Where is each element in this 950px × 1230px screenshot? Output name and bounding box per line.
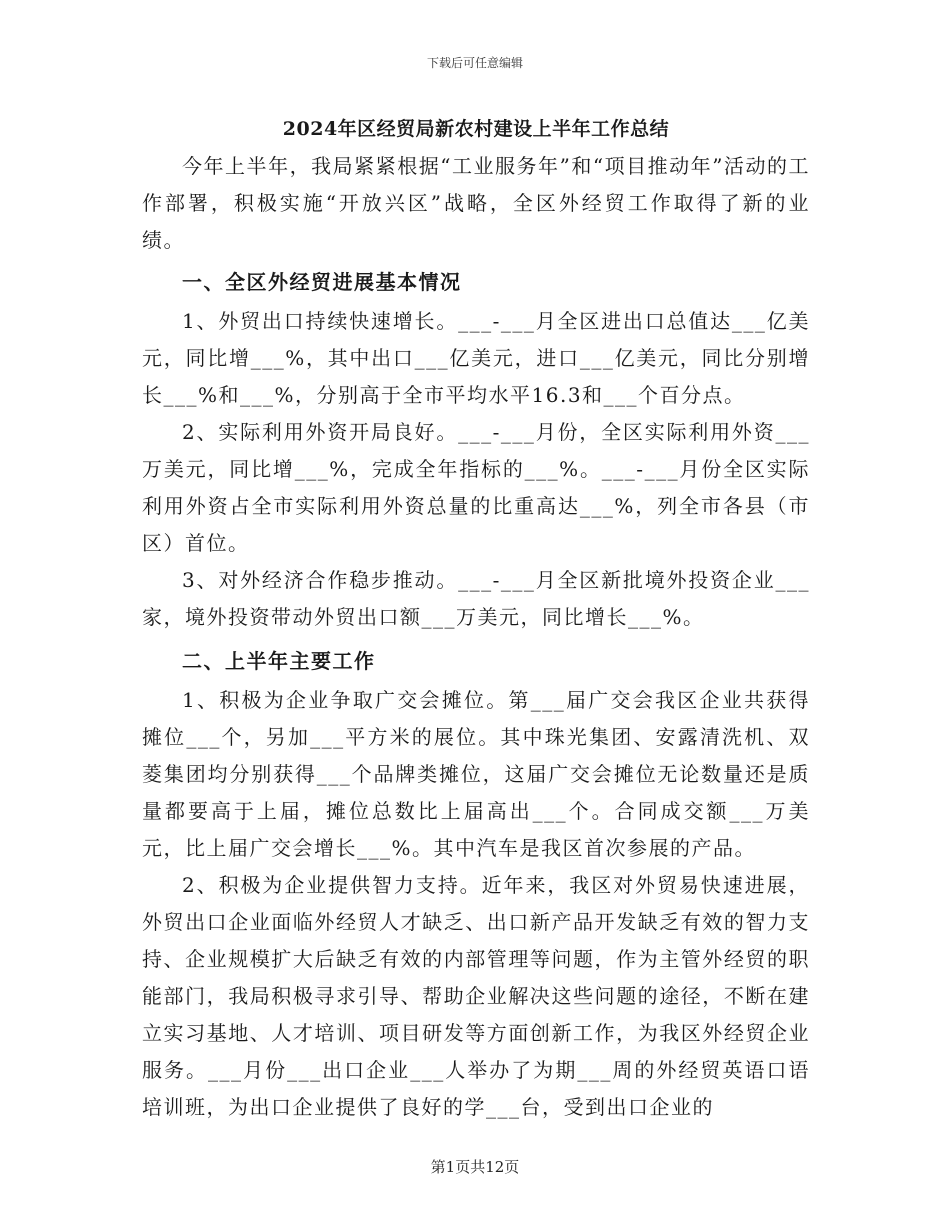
section-2-paragraph-2: 2、积极为企业提供智力支持。近年来，我区对外贸易快速进展，外贸出口企业面临外经贸人才缺乏、出口新产品开发缺乏有效的智力支持、企业规模扩大后缺乏有效的内部管理等问题，作为主管外经贸的职能部门，我局积极寻求引导、帮助企业解决这些问题的途径，不断在建立实习基地、人才培训、项目研发等方面创新工作，为我区外经贸企业服务。___月份___出口企业___人举办了为期___周的外经贸英语口语培训班，为出口企业提供了良好的学___台，受到出口企业的 bbox=[142, 873, 810, 1119]
page-number-footer: 第1页共12页 bbox=[430, 1158, 520, 1176]
document-body bbox=[142, 112, 810, 1126]
section-2-paragraph-1: 1、积极为企业争取广交会摊位。第___届广交会我区企业共获得摊位___个，另加___平方米的展位。其中珠光集团、安露清洗机、双菱集团均分别获得___个品牌类摊位，这届广交会摊位无论数量还是质量都要高于上届，摊位总数比上届高出___个。合同成交额___万美元，比上届广交会增长___%。其中汽车是我区首次参展的产品。 bbox=[142, 688, 810, 860]
document-title: 2024年区经贸局新农村建设上半年工作总结 bbox=[282, 118, 670, 140]
section-1-paragraph-2: 2、实际利用外资开局良好。___-___月份，全区实际利用外资___万美元，同比增___%，完成全年指标的___%。___-___月份全区实际利用外资占全市实际利用外资总量的比重高达___%，列全市各县（市区）首位。 bbox=[142, 420, 810, 555]
header-note: 下载后可任意编辑 bbox=[426, 56, 523, 70]
intro-paragraph: 今年上半年，我局紧紧根据“工业服务年”和“项目推动年”活动的工作部署，积极实施“开放兴区”战略，全区外经贸工作取得了新的业绩。 bbox=[142, 154, 810, 252]
section-1-heading: 一、全区外经贸进展基本情况 bbox=[182, 270, 462, 294]
section-1-paragraph-3: 3、对外经济合作稳步推动。___-___月全区新批境外投资企业___家，境外投资带动外贸出口额___万美元，同比增长___%。 bbox=[142, 568, 810, 629]
section-2-heading: 二、上半年主要工作 bbox=[182, 649, 376, 673]
section-1-paragraph-1: 1、外贸出口持续快速增长。___-___月全区进出口总值达___亿美元，同比增___%，其中出口___亿美元，进口___亿美元，同比分别增长___%和___%，分别高于全市平均水平16.3和___个百分点。 bbox=[142, 309, 810, 407]
